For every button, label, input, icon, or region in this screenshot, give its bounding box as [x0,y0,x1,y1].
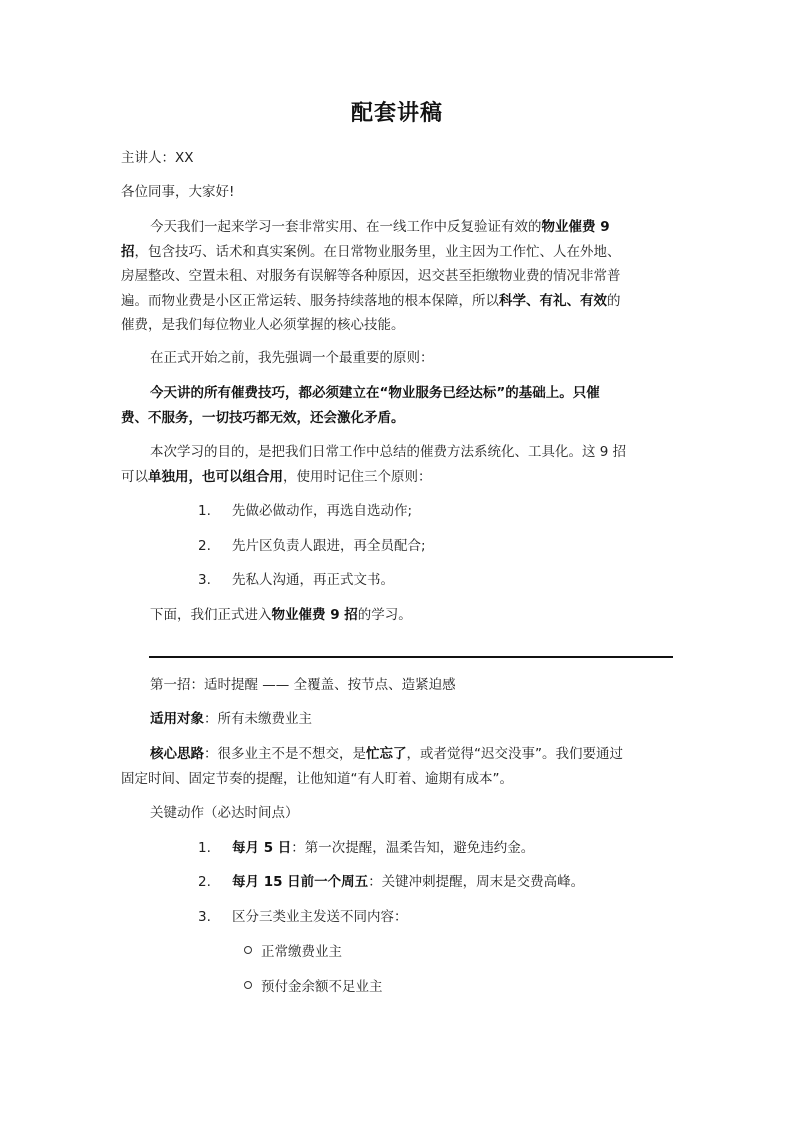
section1-idea [121,742,673,791]
action-number: 2. [198,874,211,890]
principle-line-1: 今天讲的所有催费技巧，都必须建立在“物业服务已经达标”的基础上。只催 [150,385,600,401]
next-bold: 物业催费 9 招 [271,607,358,623]
purpose-text: 可以 [121,468,148,485]
purpose-text: ，使用时记住三个原则： [283,468,432,485]
intro-bold-keywords: 科学、有礼、有效 [499,292,607,309]
section1-heading: 第一招：适时提醒 —— 全覆盖、按节点、造紧迫感 [150,677,456,693]
intro-line-2 [121,240,673,265]
rule-number: 3. [198,572,211,588]
target-text: ：所有未缴费业主 [204,711,312,727]
intro-line-4 [121,289,673,314]
intro-line-3: 房屋整改、空置未租、对服务有误解等各种原因，迟交甚至拒缴物业费的情况非常普 [121,268,621,284]
rule-item [198,534,426,558]
section-divider [149,656,673,658]
owner-type-text: 正常缴费业主 [261,944,342,960]
owner-type-text: 预付金余额不足业主 [261,979,383,995]
page-title: 配套讲稿 [350,101,443,126]
actions-title: 关键动作（必达时间点） [150,805,299,821]
intro-line-5: 催费，是我们每位物业人必须掌握的核心技能。 [121,317,405,333]
presenter-line: 主讲人：XX [121,150,194,166]
rule-number: 1. [198,503,211,519]
purpose-line-2 [121,465,673,490]
hollow-bullet-icon [244,981,252,989]
action-text: 区分三类业主发送不同内容： [232,909,408,925]
target-label: 适用对象 [150,711,204,727]
idea-label: 核心思路 [150,746,204,762]
idea-line-2: 固定时间、固定节奏的提醒，让他知道“有人盯着、逾期有成本”。 [121,770,513,787]
action-item [198,836,534,860]
intro-text: 今天我们一起来学习一套非常实用、在一线工作中反复验证有效的 [150,219,542,235]
next-text: 的学习。 [357,607,412,623]
intro-text: 的 [607,292,621,309]
idea-text: ：很多业主不是不想交，是 [204,746,366,762]
principle-line-2: 费、不服务，一切技巧都无效，还会激化矛盾。 [121,409,405,426]
greeting-line: 各位同事，大家好! [121,184,235,200]
idea-line-1 [121,742,673,767]
section1-target [150,707,702,731]
action-bold: 每月 15 日前一个周五 [232,874,369,890]
action-number: 3. [198,909,211,925]
intro-text: 遍。而物业费是小区正常运转、服务持续落地的根本保障，所以 [121,292,499,309]
purpose-line-1: 本次学习的目的，是把我们日常工作中总结的催费方法系统化、工具化。这 9 招 [150,444,627,460]
hollow-bullet-icon [244,946,252,954]
owner-type-item [244,940,342,964]
principle-paragraph [121,381,673,430]
action-text: ：关键冲刺提醒，周末是交费高峰。 [368,874,585,890]
purpose-paragraph [121,440,673,489]
rule-item [198,568,394,592]
intro-line-1 [121,215,673,240]
action-item [198,905,408,929]
action-item [198,870,584,894]
intro-paragraph [121,215,673,338]
rule-item [198,499,412,523]
intro-text: ，包含技巧、话术和真实案例。在日常物业服务里，业主因为工作忙、人在外地、 [134,243,621,260]
purpose-bold: 单独用，也可以组合用 [148,468,283,485]
rule-text: 先私人沟通，再正式文书。 [232,572,394,588]
idea-text: ，或者觉得“迟交没事”。我们要通过 [406,746,623,762]
rule-text: 先片区负责人跟进，再全员配合; [232,538,426,554]
action-number: 1. [198,840,211,856]
rule-text: 先做必做动作，再选自选动作; [232,503,413,519]
next-text: 下面，我们正式进入 [150,607,272,623]
next-line [150,603,702,627]
action-text: ：第一次提醒，温柔告知，避免违约金。 [291,840,535,856]
intro-bold-title: 物业催费 9 [541,219,610,235]
rule-number: 2. [198,538,211,554]
owner-type-item [244,975,383,999]
idea-bold: 忙忘了 [366,746,407,762]
action-bold: 每月 5 日 [232,840,292,856]
intro-bold-zhao: 招 [121,243,135,260]
principle-lead: 在正式开始之前，我先强调一个最重要的原则： [150,350,434,366]
